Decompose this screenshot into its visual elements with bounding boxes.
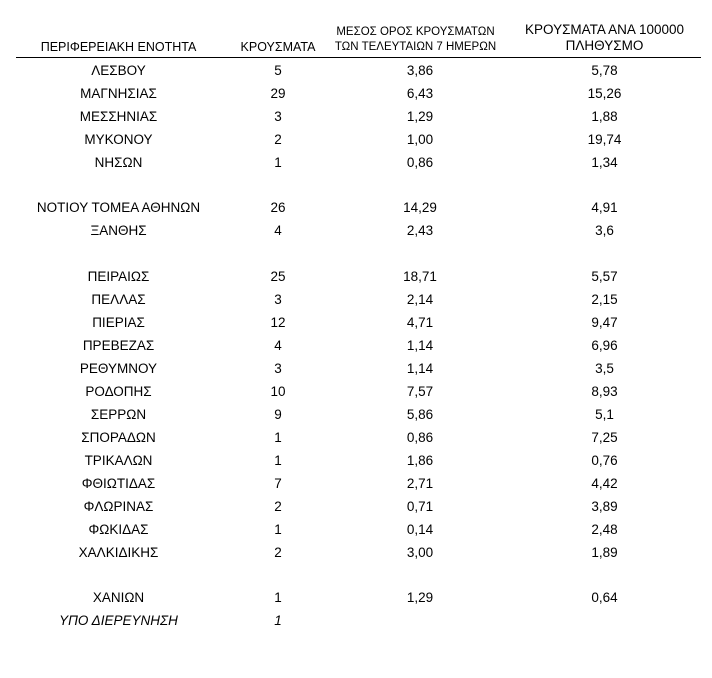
table-row [0, 153, 712, 173]
cell-cases: 5 [274, 63, 282, 78]
cell-seven-day-average: 1,00 [406, 132, 434, 147]
cell-region: ΜΥΚΟΝΟΥ [84, 132, 153, 147]
cell-region: ΠΡΕΒΕΖΑΣ [82, 338, 155, 353]
cell-per-100k: 1,88 [591, 109, 618, 124]
cell-region: ΠΕΙΡΑΙΩΣ [87, 269, 150, 284]
table-row [0, 611, 712, 631]
cell-region: ΣΠΟΡΑΔΩΝ [81, 430, 156, 445]
table-row [0, 221, 712, 241]
cell-seven-day-average: 1,29 [406, 109, 434, 124]
cell-region: ΜΑΓΝΗΣΙΑΣ [80, 86, 157, 101]
table-row [0, 61, 712, 81]
cell-seven-day-average: 2,71 [406, 476, 434, 491]
cell-per-100k: 4,91 [591, 200, 618, 215]
cell-cases: 26 [270, 200, 286, 215]
cell-seven-day-average: 1,14 [406, 361, 434, 376]
cell-cases: 12 [270, 315, 286, 330]
table-row [0, 428, 712, 448]
cell-region: ΥΠΟ ΔΙΕΡΕΥΝΗΣΗ [59, 613, 178, 628]
cell-seven-day-average: 3,00 [406, 545, 434, 560]
cell-cases: 1 [274, 155, 282, 170]
cell-region: ΜΕΣΣΗΝΙΑΣ [79, 109, 158, 124]
cell-region: ΧΑΝΙΩΝ [92, 590, 145, 605]
table-row [0, 336, 712, 356]
table-row [0, 267, 712, 287]
cell-seven-day-average: 0,86 [406, 155, 434, 170]
cell-cases: 10 [270, 384, 286, 399]
cell-region: ΦΘΙΩΤΙΔΑΣ [81, 476, 156, 491]
cell-per-100k: 3,89 [591, 499, 618, 514]
cell-per-100k: 5,57 [591, 269, 618, 284]
cell-per-100k: 1,34 [591, 155, 618, 170]
table-row [0, 474, 712, 494]
cell-region: ΣΕΡΡΩΝ [90, 407, 147, 422]
cell-seven-day-average: 3,86 [406, 63, 434, 78]
cell-cases: 7 [274, 476, 282, 491]
table-row [0, 130, 712, 150]
table-row [0, 543, 712, 563]
header-per-100k [512, 22, 697, 54]
cell-seven-day-average: 7,57 [406, 384, 434, 399]
cell-region: ΛΕΣΒΟΥ [91, 63, 146, 78]
cell-seven-day-average: 1,14 [406, 338, 434, 353]
cell-per-100k: 4,42 [591, 476, 618, 491]
table-row [0, 359, 712, 379]
header-cases: ΚΡΟΥΣΜΑΤΑ [240, 40, 316, 54]
header-seven-day-average-line1: ΜΕΣΟΣ ΟΡΟΣ ΚΡΟΥΣΜΑΤΩΝ [336, 26, 495, 38]
cell-cases: 1 [274, 590, 282, 605]
cell-per-100k: 2,48 [591, 522, 618, 537]
cell-cases: 4 [274, 223, 282, 238]
cell-per-100k: 3,5 [595, 361, 614, 376]
cell-region: ΦΛΩΡΙΝΑΣ [83, 499, 154, 514]
cell-cases: 3 [274, 109, 282, 124]
cell-per-100k: 1,89 [591, 545, 618, 560]
cell-per-100k: 5,78 [591, 63, 618, 78]
cell-per-100k: 9,47 [591, 315, 618, 330]
cell-cases: 4 [274, 338, 282, 353]
cell-region: ΡΕΘΥΜΝΟΥ [79, 361, 158, 376]
cell-region: ΦΩΚΙΔΑΣ [88, 522, 149, 537]
cell-seven-day-average: 4,71 [406, 315, 434, 330]
cell-cases: 1 [274, 522, 282, 537]
cell-seven-day-average: 1,86 [406, 453, 434, 468]
table-row [0, 451, 712, 471]
cell-per-100k: 0,76 [591, 453, 618, 468]
cell-seven-day-average: 5,86 [406, 407, 434, 422]
header-seven-day-average-line2: ΤΩΝ ΤΕΛΕΥΤΑΙΩΝ 7 ΗΜΕΡΩΝ [334, 41, 497, 53]
cell-cases: 9 [274, 407, 282, 422]
cell-cases: 25 [270, 269, 286, 284]
table-row [0, 382, 712, 402]
table-row [0, 290, 712, 310]
cell-per-100k: 3,6 [595, 223, 614, 238]
cell-per-100k: 5,1 [595, 407, 614, 422]
table-row [0, 107, 712, 127]
cell-cases: 3 [274, 361, 282, 376]
cell-per-100k: 2,15 [591, 292, 618, 307]
cell-region: ΡΟΔΟΠΗΣ [85, 384, 152, 399]
cell-per-100k: 6,96 [591, 338, 618, 353]
cell-seven-day-average: 0,71 [406, 499, 434, 514]
header-underline [16, 57, 701, 58]
table-row [0, 198, 712, 218]
cell-per-100k: 19,74 [587, 132, 622, 147]
cell-per-100k: 15,26 [587, 86, 622, 101]
cell-region: ΝΗΣΩΝ [94, 155, 143, 170]
table-row [0, 520, 712, 540]
cell-region: ΝΟΤΙΟΥ ΤΟΜΕΑ ΑΘΗΝΩΝ [36, 200, 201, 215]
cell-seven-day-average: 0,86 [406, 430, 434, 445]
cell-per-100k: 7,25 [591, 430, 618, 445]
table-row [0, 405, 712, 425]
cell-region: ΠΕΛΛΑΣ [91, 292, 146, 307]
cell-seven-day-average: 1,29 [406, 590, 434, 605]
cell-per-100k: 0,64 [591, 590, 618, 605]
header-per-100k-line2: ΠΛΗΘΥΣΜΟ [565, 38, 644, 53]
cell-seven-day-average: 6,43 [406, 86, 434, 101]
header-per-100k-line1: ΚΡΟΥΣΜΑΤΑ ΑΝΑ 100000 [525, 22, 684, 37]
header-seven-day-average [333, 25, 498, 55]
table-row [0, 313, 712, 333]
cell-region: ΞΑΝΘΗΣ [90, 223, 147, 238]
cell-seven-day-average: 2,14 [406, 292, 434, 307]
cell-cases: 2 [274, 499, 282, 514]
cell-cases: 1 [274, 430, 282, 445]
cell-cases: 1 [274, 453, 282, 468]
cell-region: ΤΡΙΚΑΛΩΝ [84, 453, 153, 468]
cell-per-100k: 8,93 [591, 384, 618, 399]
cell-cases: 1 [274, 613, 282, 628]
table-row [0, 588, 712, 608]
cell-region: ΧΑΛΚΙΔΙΚΗΣ [78, 545, 159, 560]
cell-cases: 3 [274, 292, 282, 307]
cell-seven-day-average: 2,43 [406, 223, 434, 238]
cell-cases: 29 [270, 86, 286, 101]
cell-seven-day-average: 0,14 [406, 522, 434, 537]
table-row [0, 497, 712, 517]
table-row [0, 84, 712, 104]
cell-seven-day-average: 14,29 [403, 200, 437, 215]
cell-seven-day-average: 18,71 [403, 269, 437, 284]
cell-cases: 2 [274, 545, 282, 560]
cell-region: ΠΙΕΡΙΑΣ [92, 315, 145, 330]
header-region: ΠΕΡΙΦΕΡΕΙΑΚΗ ΕΝΟΤΗΤΑ [40, 40, 197, 54]
cell-cases: 2 [274, 132, 282, 147]
